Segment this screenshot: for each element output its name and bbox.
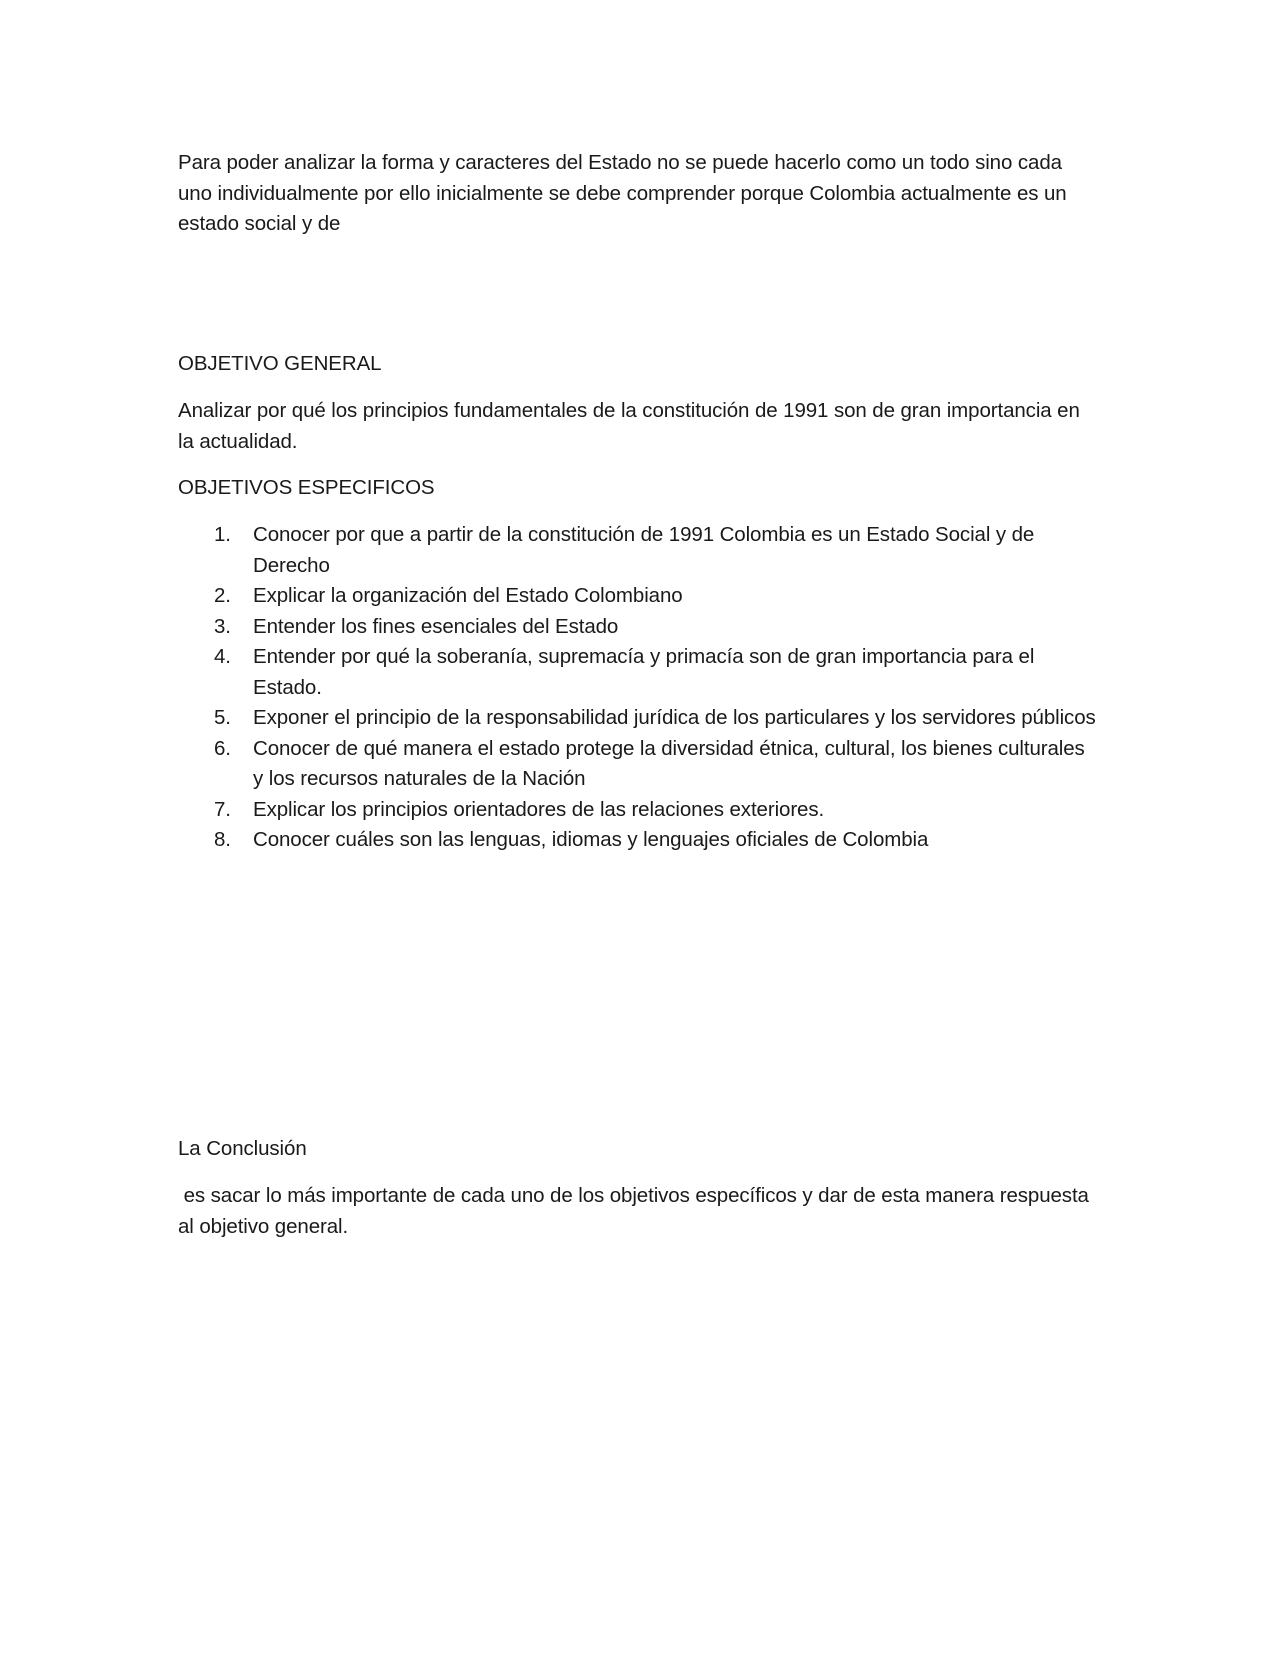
- list-item: [178, 825, 1098, 856]
- list-item-number: 6.: [214, 736, 231, 760]
- list-item-number: 4.: [214, 645, 231, 668]
- intro-paragraph: Para poder analizar la forma y caracteres del Estado no se puede hacerlo como un todo sino cada uno individualmente por ello inicialmente se debe comprender porque Colombia actualmente es un estado social y de: [178, 151, 1067, 235]
- objetivo-general-paragraph: Analizar por qué los principios fundamentales de la constitución de 1991 son de gran importancia en la actualidad.: [178, 399, 1080, 453]
- list-item: [178, 642, 1098, 703]
- list-item-text: Entender los fines esenciales del Estado: [253, 614, 619, 638]
- list-item-text: Explicar la organización del Estado Colombiano: [253, 584, 683, 607]
- list-item-number: 7.: [214, 797, 231, 821]
- list-item-number: 8.: [214, 828, 231, 851]
- list-item-number: 5.: [214, 706, 231, 729]
- list-item-text: Conocer de qué manera el estado protege la diversidad étnica, cultural, los bienes culturales y los recursos naturales de la Nación: [253, 736, 1085, 790]
- list-item-text: Conocer por que a partir de la constitución de 1991 Colombia es un Estado Social y de Derecho: [253, 523, 1035, 577]
- list-item: [178, 734, 1098, 795]
- list-item: [178, 520, 1098, 581]
- list-item-number: 3.: [214, 614, 231, 638]
- conclusion-heading: La Conclusión: [178, 1137, 307, 1160]
- conclusion-paragraph: es sacar lo más importante de cada uno de los objetivos específicos y dar de esta manera respuesta al objetivo general.: [178, 1184, 1095, 1238]
- list-item-number: 1.: [214, 523, 231, 546]
- objetivo-general-heading: OBJETIVO GENERAL: [178, 352, 382, 375]
- list-item: [178, 612, 1098, 643]
- list-item: [178, 795, 1098, 826]
- list-item-text: Exponer el principio de la responsabilidad jurídica de los particulares y los servidores públicos: [253, 706, 1096, 729]
- list-item-text: Entender por qué la soberanía, supremacía y primacía son de gran importancia para el Estado.: [253, 645, 1035, 699]
- list-item-text: Conocer cuáles son las lenguas, idiomas y lenguajes oficiales de Colombia: [253, 828, 929, 851]
- list-item: [178, 581, 1098, 612]
- objetivos-especificos-heading: OBJETIVOS ESPECIFICOS: [178, 476, 435, 499]
- list-item: [178, 703, 1098, 734]
- list-item-text: Explicar los principios orientadores de las relaciones exteriores.: [253, 797, 825, 821]
- list-item-number: 2.: [214, 584, 231, 607]
- objetivos-especificos-list: [178, 520, 1098, 856]
